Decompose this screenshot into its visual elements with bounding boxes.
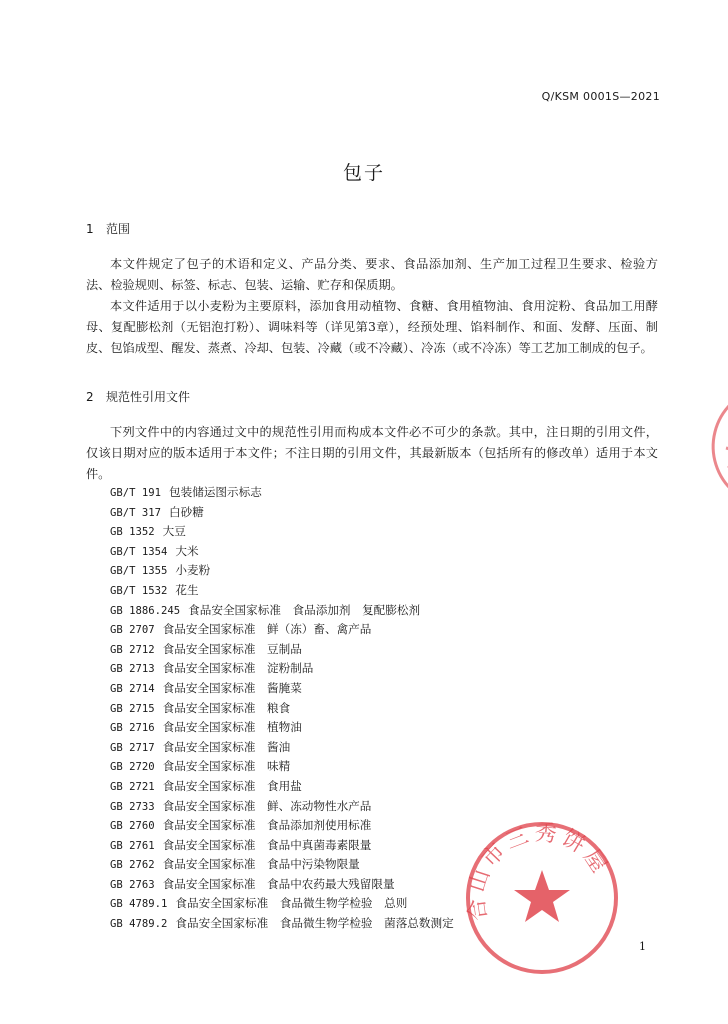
reference-item: GB/T 317 白砂糖 <box>110 504 204 519</box>
reference-item: GB 4789.1 食品安全国家标准 食品微生物学检验 总则 <box>110 896 408 911</box>
section-1-paragraph-1: 本文件规定了包子的术语和定义、产品分类、要求、食品添加剂、生产加工过程卫生要求、检验方法、检验规则、标签、标志、包装、运输、贮存和保质期。 <box>86 257 658 292</box>
reference-item: GB 2760 食品安全国家标准 食品添加剂使用标准 <box>110 818 372 833</box>
section-2-intro: 下列文件中的内容通过文中的规范性引用而构成本文件必不可少的条款。其中，注日期的引用文件，仅该日期对应的版本适用于本文件；不注日期的引用文件，其最新版本（包括所有的修改单）适用于本文件。 <box>86 425 658 481</box>
section-2-heading <box>86 388 190 405</box>
section-2-title: 规范性引用文件 <box>106 390 191 404</box>
reference-item: GB 2762 食品安全国家标准 食品中污染物限量 <box>110 857 360 872</box>
partial-seal-edge <box>690 380 728 500</box>
document-title: 包子 <box>342 162 385 184</box>
reference-item: GB 2721 食品安全国家标准 食用盐 <box>110 778 302 793</box>
reference-item: GB/T 1354 大米 <box>110 543 199 558</box>
reference-item: GB 2715 食品安全国家标准 粮食 <box>110 700 291 715</box>
reference-item: GB 2713 食品安全国家标准 淀粉制品 <box>110 661 314 676</box>
reference-item: GB 2761 食品安全国家标准 食品中真菌毒素限量 <box>110 837 372 852</box>
reference-item: GB 2716 食品安全国家标准 植物油 <box>110 720 302 735</box>
section-1-paragraph-2: 本文件适用于以小麦粉为主要原料，添加食用动植物、食糖、食用植物油、食用淀粉、食品加工用酵母、复配膨松剂（无铝泡打粉）、调味料等（详见第3章），经预处理、馅料制作、和面、发酵、压面、制皮、包馅成型、醒发、蒸煮、冷却、包装、冷藏（或不冷藏）、冷冻（或不冷冻）等工艺加工制成的包子。 <box>86 299 658 355</box>
page-number: 1 <box>639 940 646 953</box>
section-1-title: 范围 <box>106 222 131 236</box>
reference-item: GB/T 1532 花生 <box>110 582 199 597</box>
section-1-number: 1 <box>86 222 94 236</box>
reference-item: GB 2763 食品安全国家标准 食品中农药最大残留限量 <box>110 876 395 891</box>
reference-item: GB 2717 食品安全国家标准 酱油 <box>110 739 291 754</box>
section-1-heading <box>86 220 130 237</box>
svg-text:合山市三秀饼屋: 合山市三秀饼屋 <box>463 820 614 923</box>
section-2-number: 2 <box>86 390 94 404</box>
reference-item: GB 2733 食品安全国家标准 鲜、冻动物性水产品 <box>110 798 372 813</box>
reference-item: GB 2707 食品安全国家标准 鲜（冻）畜、禽产品 <box>110 622 372 637</box>
reference-item: GB 2714 食品安全国家标准 酱腌菜 <box>110 680 302 695</box>
reference-item: GB/T 191 包装储运图示标志 <box>110 485 262 499</box>
reference-item: GB/T 1355 小麦粉 <box>110 563 211 578</box>
document-code: Q/KSM 0001S—2021 <box>541 90 660 103</box>
reference-item: GB 1352 大豆 <box>110 524 186 539</box>
reference-item: GB 2712 食品安全国家标准 豆制品 <box>110 641 302 656</box>
reference-item: GB 4789.2 食品安全国家标准 食品微生物学检验 菌落总数测定 <box>110 916 454 931</box>
reference-item: GB 2720 食品安全国家标准 味精 <box>110 759 291 774</box>
reference-item: GB 1886.245 食品安全国家标准 食品添加剂 复配膨松剂 <box>110 602 421 617</box>
company-seal-stamp <box>462 818 622 978</box>
